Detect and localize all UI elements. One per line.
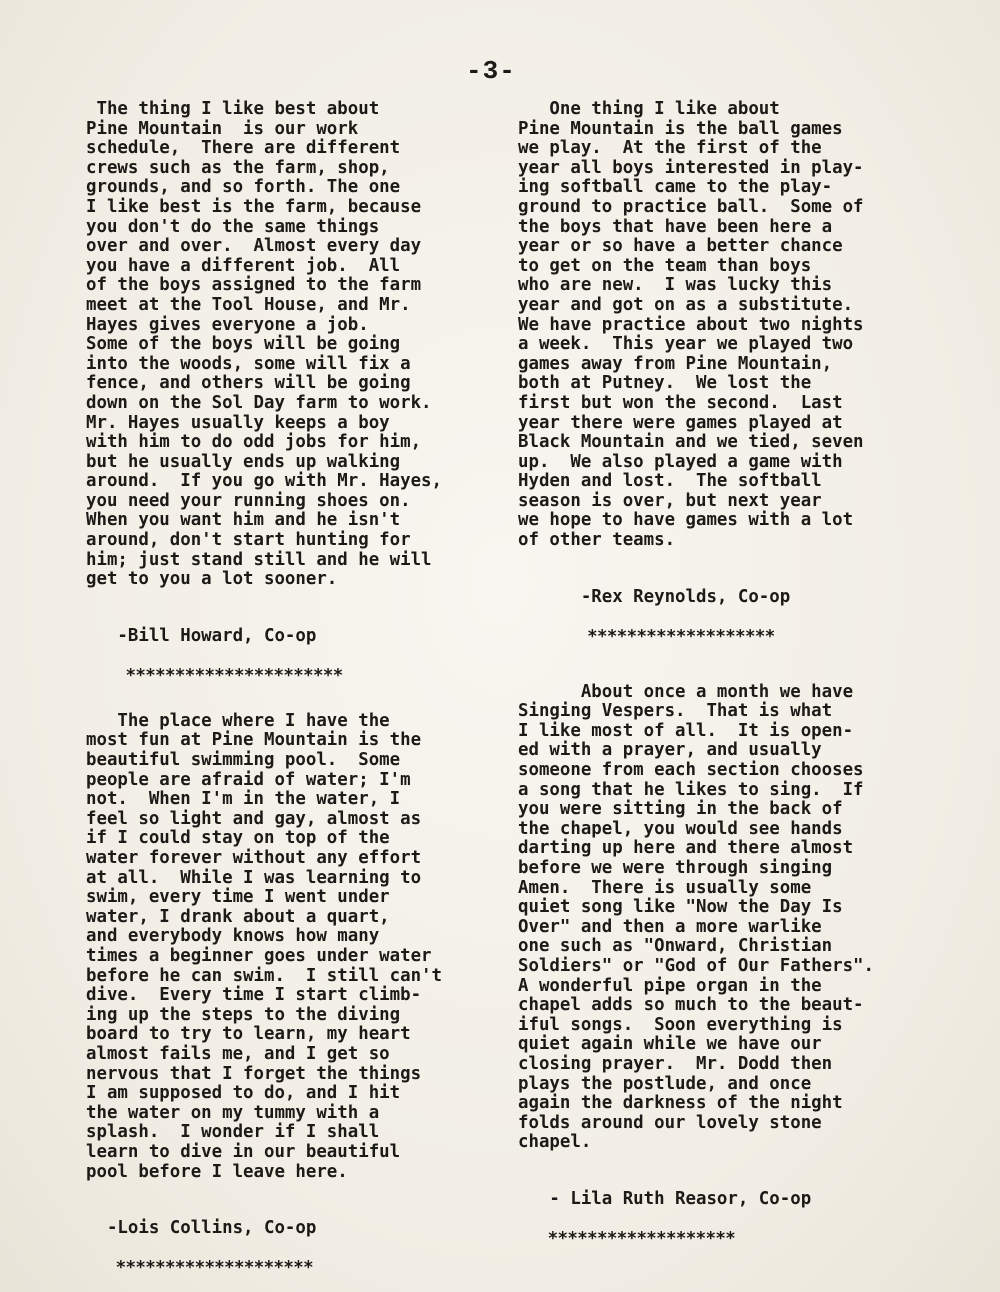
text-line: meet at the Tool House, and Mr. xyxy=(86,294,411,315)
text-line: we hope to have games with a lot xyxy=(518,510,854,531)
article-body xyxy=(86,100,496,590)
text-line: iful songs. Soon everything is xyxy=(518,1014,843,1035)
text-line: the chapel, you would see hands xyxy=(518,818,843,839)
text-line: Over" and then a more warlike xyxy=(518,916,822,937)
text-line: season is over, but next year xyxy=(518,490,822,511)
text-line: water, I drank about a quart, xyxy=(86,906,390,927)
article-singing-vespers xyxy=(518,683,918,1249)
text-line: A wonderful pipe organ in the xyxy=(518,975,822,996)
text-line: year or so have a better chance xyxy=(518,236,843,257)
text-line: When you want him and he isn't xyxy=(86,510,401,531)
text-line: with him to do odd jobs for him, xyxy=(86,432,422,453)
text-line: beautiful swimming pool. Some xyxy=(86,750,401,771)
text-line: someone from each section chooses xyxy=(518,760,864,781)
text-line: people are afraid of water; I'm xyxy=(86,769,411,790)
text-line: the water on my tummy with a xyxy=(86,1102,380,1123)
text-line: I am supposed to do, and I hit xyxy=(86,1083,401,1104)
text-line: dive. Every time I start climb- xyxy=(86,985,422,1006)
text-line: one such as "Onward, Christian xyxy=(518,936,833,957)
text-line: learn to dive in our beautiful xyxy=(86,1141,401,1162)
text-line: Soldiers" or "God of Our Fathers". xyxy=(518,955,874,976)
right-column xyxy=(518,100,918,1249)
text-line: not. When I'm in the water, I xyxy=(86,789,401,810)
byline: - Lila Ruth Reasor, Co-op xyxy=(518,1188,812,1209)
text-line: fence, and others will be going xyxy=(86,373,411,394)
text-line: year and got on as a substitute. xyxy=(518,294,854,315)
text-line: before he can swim. I still can't xyxy=(86,965,442,986)
text-line: ing softball came to the play- xyxy=(518,177,833,198)
text-line: first but won the second. Last xyxy=(518,392,843,413)
text-line: water forever without any effort xyxy=(86,848,422,868)
text-line: over and over. Almost every day xyxy=(86,236,422,257)
text-line: Singing Vespers. That is what xyxy=(518,701,833,722)
text-line: if I could stay on top of the xyxy=(86,828,390,849)
text-line: to get on the team than boys xyxy=(518,255,812,276)
text-line: One thing I like about xyxy=(549,99,780,119)
text-line: quiet song like "Now the Day Is xyxy=(518,897,843,918)
byline: -Bill Howard, Co-op xyxy=(86,625,317,646)
text-line: year all boys interested in play- xyxy=(518,157,864,178)
text-line: you have a different job. All xyxy=(86,255,401,276)
text-line: closing prayer. Mr. Dodd then xyxy=(518,1053,833,1074)
article-work-schedule xyxy=(86,100,496,686)
text-line: a week. This year we played two xyxy=(518,334,854,355)
text-line: folds around our lovely stone xyxy=(518,1112,822,1133)
text-line: you need your running shoes on. xyxy=(86,490,411,511)
text-line: around, don't start hunting for xyxy=(86,530,411,551)
text-line: again the darkness of the night xyxy=(518,1093,843,1114)
text-line: Pine Mountain is our work xyxy=(86,118,359,139)
text-line: Some of the boys will be going xyxy=(86,334,401,355)
article-swimming-pool xyxy=(86,712,496,1278)
text-line: of the boys assigned to the farm xyxy=(86,275,422,296)
text-line: around. If you go with Mr. Hayes, xyxy=(86,471,442,492)
text-line: Mr. Hayes usually keeps a boy xyxy=(86,412,390,433)
text-line: Amen. There is usually some xyxy=(518,877,812,898)
text-line: times a beginner goes under water xyxy=(86,945,432,966)
asterisk-divider: ******************* xyxy=(518,1228,736,1249)
asterisk-divider: ******************* xyxy=(518,626,775,647)
article-body xyxy=(518,100,918,551)
asterisk-divider: ******************** xyxy=(86,1258,314,1279)
text-line: down on the Sol Day farm to work. xyxy=(86,392,432,413)
article-ball-games xyxy=(518,100,918,647)
text-line: we play. At the first of the xyxy=(518,138,822,159)
text-line: get to you a lot sooner. xyxy=(86,569,338,590)
text-line: crews such as the farm, shop, xyxy=(86,157,390,178)
text-line: board to try to learn, my heart xyxy=(86,1024,411,1045)
text-line: up. We also played a game with xyxy=(518,451,843,472)
text-line: plays the postlude, and once xyxy=(518,1073,812,1094)
text-line: him; just stand still and he will xyxy=(86,549,432,570)
text-line: Hyden and lost. The softball xyxy=(518,471,822,492)
text-line: you were sitting in the back of xyxy=(518,799,843,820)
text-line: but he usually ends up walking xyxy=(86,451,401,472)
text-line: ed with a prayer, and usually xyxy=(518,740,822,761)
text-line: games away from Pine Mountain, xyxy=(518,353,833,374)
text-line: into the woods, some will fix a xyxy=(86,353,411,374)
text-line: the boys that have been here a xyxy=(518,216,833,237)
byline: -Lois Collins, Co-op xyxy=(86,1218,317,1239)
text-line: darting up here and there almost xyxy=(518,838,854,859)
text-line: grounds, and so forth. The one xyxy=(86,177,401,198)
text-line: ground to practice ball. Some of xyxy=(518,196,864,217)
text-line: schedule, There are different xyxy=(86,138,401,159)
text-line: splash. I wonder if I shall xyxy=(86,1122,380,1143)
text-line: and everybody knows how many xyxy=(86,926,380,947)
text-line: a song that he likes to sing. If xyxy=(518,779,864,800)
text-line: Black Mountain and we tied, seven xyxy=(518,432,864,453)
text-line: The thing I like best about xyxy=(96,99,380,119)
left-column xyxy=(86,100,496,1278)
text-line: I like most of all. It is open- xyxy=(518,720,854,741)
text-line: ing up the steps to the diving xyxy=(86,1004,401,1025)
text-line: before we were through singing xyxy=(518,858,833,878)
text-line: Pine Mountain is the ball games xyxy=(518,118,843,139)
text-line: almost fails me, and I get so xyxy=(86,1043,390,1064)
text-line: pool before I leave here. xyxy=(86,1161,348,1182)
text-line: Hayes gives everyone a job. xyxy=(86,314,369,335)
text-line: year there were games played at xyxy=(518,412,843,433)
byline: -Rex Reynolds, Co-op xyxy=(518,586,791,607)
text-line: at all. While I was learning to xyxy=(86,867,422,888)
text-line: We have practice about two nights xyxy=(518,314,864,335)
text-line: quiet again while we have our xyxy=(518,1034,822,1055)
text-line: of other teams. xyxy=(518,530,676,551)
text-line: both at Putney. We lost the xyxy=(518,373,812,394)
text-line: chapel. xyxy=(518,1132,592,1153)
text-line: The place where I have the xyxy=(117,710,390,731)
text-line: feel so light and gay, almost as xyxy=(86,808,422,829)
text-line: who are new. I was lucky this xyxy=(518,275,833,296)
asterisk-divider: ********************** xyxy=(86,665,343,686)
text-line: you don't do the same things xyxy=(86,216,380,237)
text-line: most fun at Pine Mountain is the xyxy=(86,730,422,751)
text-line: I like best is the farm, because xyxy=(86,196,422,217)
text-line: About once a month we have xyxy=(580,681,854,702)
text-line: nervous that I forget the things xyxy=(86,1063,422,1084)
article-body xyxy=(518,683,918,1153)
article-body xyxy=(86,712,496,1182)
text-line: chapel adds so much to the beaut- xyxy=(518,995,864,1016)
page-number: -3- xyxy=(466,56,516,86)
text-line: swim, every time I went under xyxy=(86,887,390,908)
